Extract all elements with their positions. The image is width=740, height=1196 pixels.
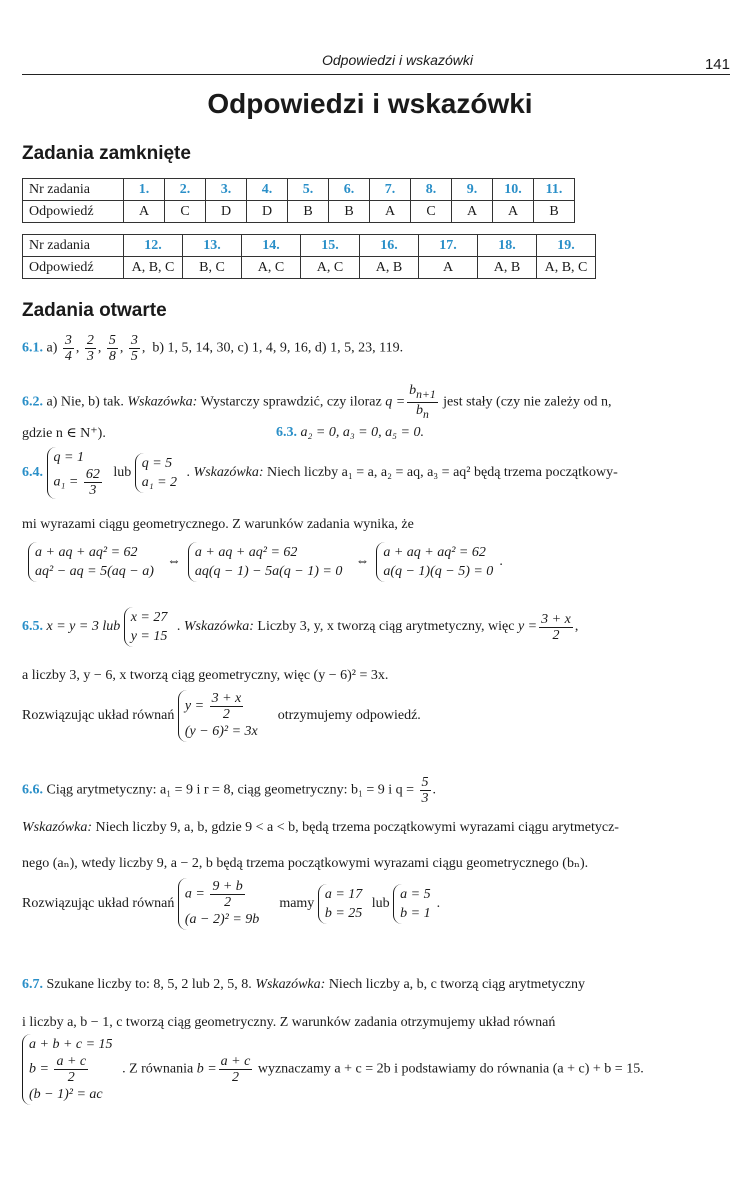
row-label-answer: Odpowiedź xyxy=(23,201,124,223)
task-number-3: 3. xyxy=(206,179,247,201)
answer-7: A, B xyxy=(478,257,537,279)
task-number-9: 9. xyxy=(452,179,493,201)
answer-3: A, C xyxy=(242,257,301,279)
task-number-1: 1. xyxy=(124,179,165,201)
task-number-6: 17. xyxy=(419,235,478,257)
task-6-7: 6.7. Szukane liczby to: 8, 5, 2 lub 2, 5, 8. Wskazówka: Niech liczby a, b, c tworzą ciąg arytmetyczny xyxy=(22,977,585,992)
closed-tasks-heading: Zadania zamknięte xyxy=(22,143,191,164)
task-6-5-line-2: a liczby 3, y − 6, x tworzą ciąg geometryczny, więc (y − 6)² = 3x. xyxy=(22,668,389,683)
task-6-5: 6.5. x = y = 3 lub x = 27 y = 15 . Wskazówka: Liczby 3, y, x tworzą ciąg arytmetyczny, więc y = $\frac{3 + x}{2}$ , xyxy=(22,607,578,647)
row-label-answer: Odpowiedź xyxy=(23,257,124,279)
answer-5: A, B xyxy=(360,257,419,279)
task-number-11: 11. xyxy=(534,179,575,201)
answer-6: A xyxy=(419,257,478,279)
answers-table-1 xyxy=(22,178,575,223)
task-number-4: 4. xyxy=(247,179,288,201)
answer-8: C xyxy=(411,201,452,223)
task-6-4-equations: a + aq + aq² = 62 aq² − aq = 5(aq − a) ⇔ a + aq + aq² = 62 aq(q − 1) − 5a(q − 1) = 0 ⇔ a + aq + aq² = 62 a(q − 1)(q − 5) = 0 . xyxy=(28,542,503,582)
task-6-6-line-3: nego (aₙ), wtedy liczby 9, a − 2, b będą trzema początkowymi wyrazami ciągu geometrycznego (bₙ). xyxy=(22,856,589,871)
task-number-2: 2. xyxy=(165,179,206,201)
task-number-3: 14. xyxy=(242,235,301,257)
task-number-1: 12. xyxy=(124,235,183,257)
task-number-5: 16. xyxy=(360,235,419,257)
task-number-5: 5. xyxy=(288,179,329,201)
task-number-8: 19. xyxy=(537,235,596,257)
task-6-2: 6.2. a) Nie, b) tak. Wskazówka: Wystarczy sprawdzić, czy iloraz q = $\frac{b_{n+1}}{b_n}$ jest stały (czy nie zależy od n, xyxy=(22,383,612,421)
task-6-6-line-4: Rozwiązując układ równań a = $\frac{9 + b}{2}$ (a − 2)² = 9b mamy a = 17 b = 25 lub a = 5 b = 1 . xyxy=(22,878,440,930)
task-6-7-line-2: i liczby a, b − 1, c tworzą ciąg geometryczny. Z warunków zadania otrzymujemy układ równań xyxy=(22,1015,556,1030)
answers-table-2 xyxy=(22,234,596,279)
answer-4: A, C xyxy=(301,257,360,279)
running-header xyxy=(22,52,730,75)
task-6-6-line-2: Wskazówka: Niech liczby 9, a, b, gdzie 9 < a < b, będą trzema początkowymi wyrazami ciągu arytmetycz- xyxy=(22,820,619,835)
row-label-nr: Nr zadania xyxy=(23,235,124,257)
answer-8: A, B, C xyxy=(537,257,596,279)
task-number-2: 13. xyxy=(183,235,242,257)
row-label-nr: Nr zadania xyxy=(23,179,124,201)
answer-9: A xyxy=(452,201,493,223)
running-header-title: Odpowiedzi i wskazówki xyxy=(322,52,473,68)
task-6-5-line-3: Rozwiązując układ równań y = $\frac{3 + x}{2}$ (y − 6)² = 3x otrzymujemy odpowiedź. xyxy=(22,690,421,742)
page-title: Odpowiedzi i wskazówki xyxy=(207,88,533,119)
task-6-2-line-2: gdzie n ∈ N⁺). xyxy=(22,426,106,441)
task-6-3: 6.3. a₂ = 0, a₃ = 0, a₅ = 0. xyxy=(276,425,424,440)
task-6-4-line-2: mi wyrazami ciągu geometrycznego. Z warunków zadania wynika, że xyxy=(22,517,414,532)
task-number-10: 10. xyxy=(493,179,534,201)
task-number-6: 6. xyxy=(329,179,370,201)
open-tasks-heading: Zadania otwarte xyxy=(22,300,167,321)
task-6-7-line-3: a + b + c = 15 b = $\frac{a + c}{2}$ (b − 1)² = ac . Z równania b = $\frac{a + c}{2}$ wyznaczamy a + c = 2b i podstawiamy do równania (a + c) + b = 15. xyxy=(22,1034,644,1105)
task-6-1: 6.1. a) $\frac{3}{4}$ , $\frac{2}{3}$ , $\frac{5}{8}$ , $\frac{3}{5}$ , b) 1, 5, 14, 30, c) 1, 4, 9, 16, d) 1, 5, 23, 119. xyxy=(22,333,404,364)
answer-5: B xyxy=(288,201,329,223)
task-6-4: 6.4. q = 1 a₁ = $\frac{62}{3}$ lub q = 5 a₁ = 2 . Wskazówka: Niech liczby a₁ = a, a₂ = aq, a₃ = aq² będą trzema początkowy- xyxy=(22,447,618,499)
answer-6: B xyxy=(329,201,370,223)
task-6-6: 6.6. Ciąg arytmetyczny: a₁ = 9 i r = 8, ciąg geometryczny: b₁ = 9 i q = $\frac{5}{3}$ . xyxy=(22,775,437,806)
task-number-7: 18. xyxy=(478,235,537,257)
task-number-8: 8. xyxy=(411,179,452,201)
answer-3: D xyxy=(206,201,247,223)
answer-2: B, C xyxy=(183,257,242,279)
answer-10: A xyxy=(493,201,534,223)
task-number-7: 7. xyxy=(370,179,411,201)
answer-2: C xyxy=(165,201,206,223)
answer-11: B xyxy=(534,201,575,223)
answer-4: D xyxy=(247,201,288,223)
answer-1: A xyxy=(124,201,165,223)
answer-1: A, B, C xyxy=(124,257,183,279)
page-number: 141 xyxy=(704,56,730,73)
task-number-4: 15. xyxy=(301,235,360,257)
answer-7: A xyxy=(370,201,411,223)
